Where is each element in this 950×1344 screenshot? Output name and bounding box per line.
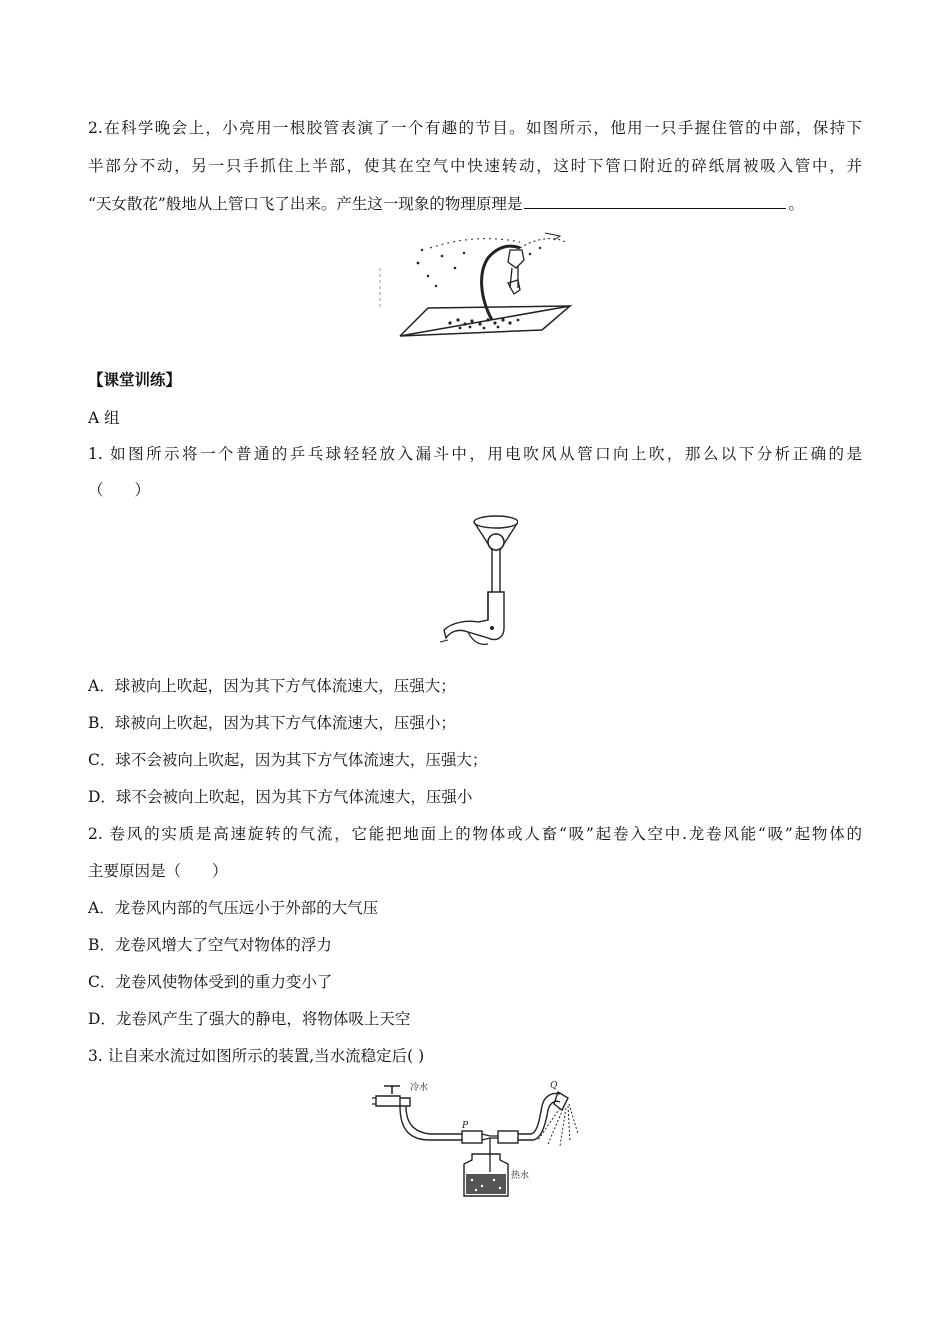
q1-option-b: B．球被向上吹起，因为其下方气体流速大，压强小； xyxy=(88,714,456,732)
q1-line2: （ ） xyxy=(88,481,151,499)
fig-label-p: P xyxy=(462,1121,469,1131)
fig-label-cold: 冷水 xyxy=(410,1083,429,1093)
q1-option-a: A．球被向上吹起，因为其下方气体流速大，压强大； xyxy=(88,677,456,695)
problem2-line3-text: “天女散花”般地从上管口飞了出来。产生这一现象的物理原理是 xyxy=(88,195,523,213)
q2-option-d: D．龙卷风产生了强大的静电，将物体吸上天空 xyxy=(88,1010,411,1028)
problem2-line1: 2.在科学晚会上，小亮用一根胶管表演了一个有趣的节目。如图所示，他用一只手握住管的中部，保持下 xyxy=(88,119,862,137)
q1-line1: 1. 如图所示将一个普通的乒乓球轻轻放入漏斗中，用电吹风从管口向上吹，那么以下分析正确的是 xyxy=(88,445,862,463)
hose-figure xyxy=(370,228,575,352)
problem2-line2: 半部分不动，另一只手抓住上半部，使其在空气中快速转动，这时下管口附近的碎纸屑被吸入管中，并 xyxy=(88,157,862,175)
q2-option-b: B．龙卷风增大了空气对物体的浮力 xyxy=(88,936,332,954)
q1-option-d: D．球不会被向上吹起，因为其下方气体流速大，压强小 xyxy=(88,788,473,806)
q3-line1: 3. 让自来水流过如图所示的装置,当水流稳定后( ) xyxy=(88,1047,425,1065)
fig-label-hot: 热水 xyxy=(511,1171,530,1181)
fig-label-q: Q xyxy=(550,1081,558,1091)
problem2-line3-end: 。 xyxy=(788,195,804,213)
q2-option-c: C．龙卷风使物体受到的重力变小了 xyxy=(88,973,333,991)
q2-line1: 2. 卷风的实质是高速旋转的气流，它能把地面上的物体或人畜“吸”起卷入空中.龙卷风能“吸”起物体的 xyxy=(88,825,862,843)
funnel-dryer-figure xyxy=(438,510,518,658)
q1-option-c: C．球不会被向上吹起，因为其下方气体流速大，压强大； xyxy=(88,751,488,769)
water-device-figure xyxy=(370,1076,580,1200)
answer-blank[interactable] xyxy=(524,194,786,209)
problem2-line3 xyxy=(88,194,804,214)
q2-line2: 主要原因是（ ） xyxy=(88,862,228,880)
section-title: 【课堂训练】 xyxy=(88,370,182,389)
group-label: A 组 xyxy=(88,409,120,427)
q2-option-a: A．龙卷风内部的气压远小于外部的大气压 xyxy=(88,899,379,917)
